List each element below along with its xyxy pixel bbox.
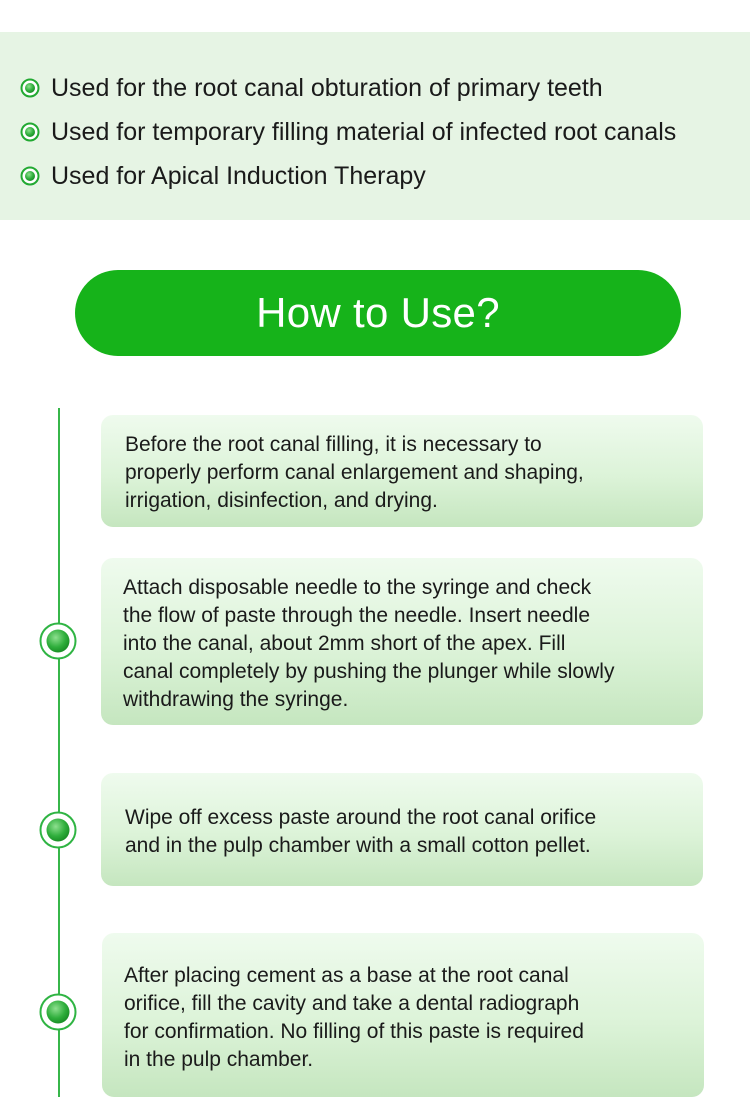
green-radio-dot-icon: [20, 122, 40, 142]
usage-list: [20, 66, 676, 198]
usage-item-label: Used for the root canal obturation of primary teeth: [51, 74, 603, 102]
step-line: Before the root canal filling, it is necessary to: [125, 433, 542, 456]
how-to-use-title: How to Use?: [256, 289, 500, 336]
timeline-dot-icon: [39, 993, 77, 1031]
step-card-1: [101, 415, 703, 527]
step-line: withdrawing the syringe.: [123, 688, 349, 711]
step-line: properly perform canal enlargement and shaping,: [125, 461, 584, 484]
step-line: for confirmation. No filling of this paste is required: [124, 1020, 584, 1043]
step-line: Wipe off excess paste around the root canal orifice: [125, 806, 597, 829]
step-text: [124, 962, 704, 1074]
usage-item: [20, 154, 676, 198]
usage-item-label: Used for temporary filling material of infected root canals: [51, 118, 677, 146]
usage-item: [20, 66, 676, 110]
step-line: and in the pulp chamber with a small cotton pellet.: [125, 834, 591, 857]
step-line: After placing cement as a base at the root canal: [124, 964, 569, 987]
step-line: orifice, fill the cavity and take a dental radiograph: [124, 992, 580, 1015]
step-text: [125, 804, 703, 860]
step-line: in the pulp chamber.: [124, 1048, 314, 1071]
step-line: irrigation, disinfection, and drying.: [125, 489, 438, 512]
usage-item: [20, 110, 676, 154]
step-card-4: [102, 933, 704, 1097]
step-text: [125, 431, 703, 515]
step-line: the flow of paste through the needle. Insert needle: [123, 604, 590, 627]
green-radio-dot-icon: [20, 78, 40, 98]
timeline-dot-icon: [39, 811, 77, 849]
how-to-use-banner: [75, 270, 681, 356]
usage-item-label: Used for Apical Induction Therapy: [51, 162, 426, 190]
green-radio-dot-icon: [20, 166, 40, 186]
step-line: canal completely by pushing the plunger while slowly: [123, 660, 615, 683]
step-line: Attach disposable needle to the syringe and check: [123, 576, 592, 599]
step-line: into the canal, about 2mm short of the apex. Fill: [123, 632, 566, 655]
timeline-dot-icon: [39, 622, 77, 660]
step-card-3: [101, 773, 703, 886]
step-card-2: [101, 558, 703, 725]
step-text: [123, 574, 703, 714]
